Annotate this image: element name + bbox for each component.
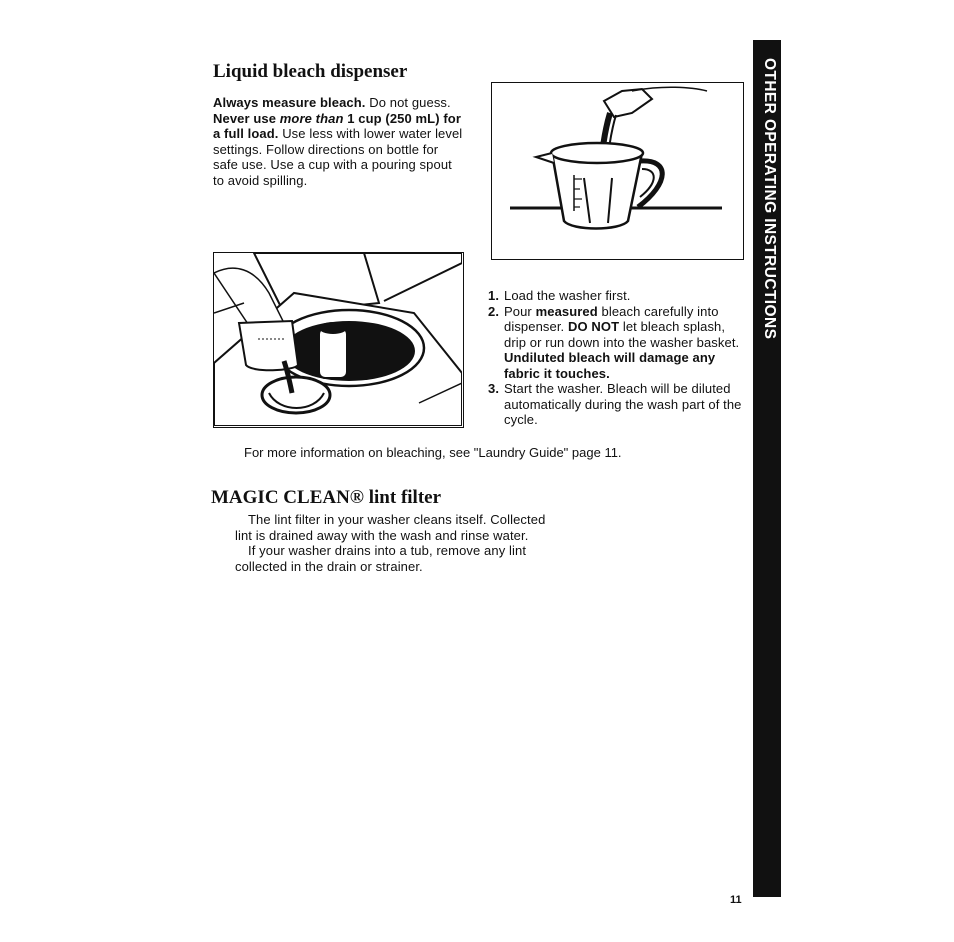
- step-text: Pour: [504, 303, 536, 319]
- more-info-note: For more information on bleaching, see "Laundry Guide" page 11.: [244, 445, 622, 460]
- line-text: If your washer drains into a tub, remove any lint: [248, 543, 527, 558]
- page-number: 11: [730, 894, 742, 906]
- lint-filter-paragraph-1: [235, 512, 608, 543]
- washer-dispenser-illustration: [213, 252, 464, 428]
- emphasis-text: measured: [535, 303, 598, 319]
- line-text: The lint filter in your washer cleans itself. Collected: [248, 512, 546, 527]
- lint-filter-paragraph-2: [235, 543, 608, 574]
- bleach-instructions-paragraph: [213, 95, 463, 188]
- side-section-tab: [753, 40, 781, 897]
- step-text: Start the washer. Bleach will be diluted automatically during the wash part of the cycle.: [504, 381, 742, 427]
- emphasis-text: 1 cup (250 mL) for a full load.: [213, 110, 461, 141]
- list-item: [488, 381, 748, 428]
- list-item: [488, 288, 748, 304]
- step-text: let bleach splash, drip or run down into the washer basket.: [504, 319, 740, 350]
- bleach-steps-list: [488, 288, 748, 428]
- emphasis-text: DO NOT: [567, 319, 620, 334]
- step-number: 2.: [488, 303, 500, 319]
- measuring-cup-illustration: [491, 82, 744, 260]
- step-number: 3.: [488, 381, 500, 396]
- step-text: Load the washer first.: [504, 288, 631, 303]
- emphasis-text: Never use: [213, 110, 280, 126]
- emphasis-text: Undiluted bleach will damage any fabric it touches.: [504, 350, 716, 381]
- emphasis-text: more than: [279, 110, 344, 126]
- step-text: bleach carefully into dispenser.: [504, 303, 719, 334]
- side-tab-label: OTHER OPERATING INSTRUCTIONS: [761, 58, 778, 340]
- line-text: collected in the drain or strainer.: [235, 558, 423, 574]
- step-number: 1.: [488, 288, 500, 303]
- body-text: Use less with lower water level settings. Follow directions on bottle for safe use. Use a cup with a pouring spout to avoid spilling.: [213, 126, 463, 188]
- section-heading-liquid-bleach: Liquid bleach dispenser: [213, 61, 408, 82]
- section-heading-lint-filter: MAGIC CLEAN® lint filter: [211, 487, 442, 508]
- body-text: Do not guess.: [365, 95, 451, 110]
- line-text: lint is drained away with the wash and rinse water.: [235, 527, 529, 543]
- list-item: [488, 304, 748, 382]
- emphasis-text: Always measure bleach.: [213, 95, 366, 110]
